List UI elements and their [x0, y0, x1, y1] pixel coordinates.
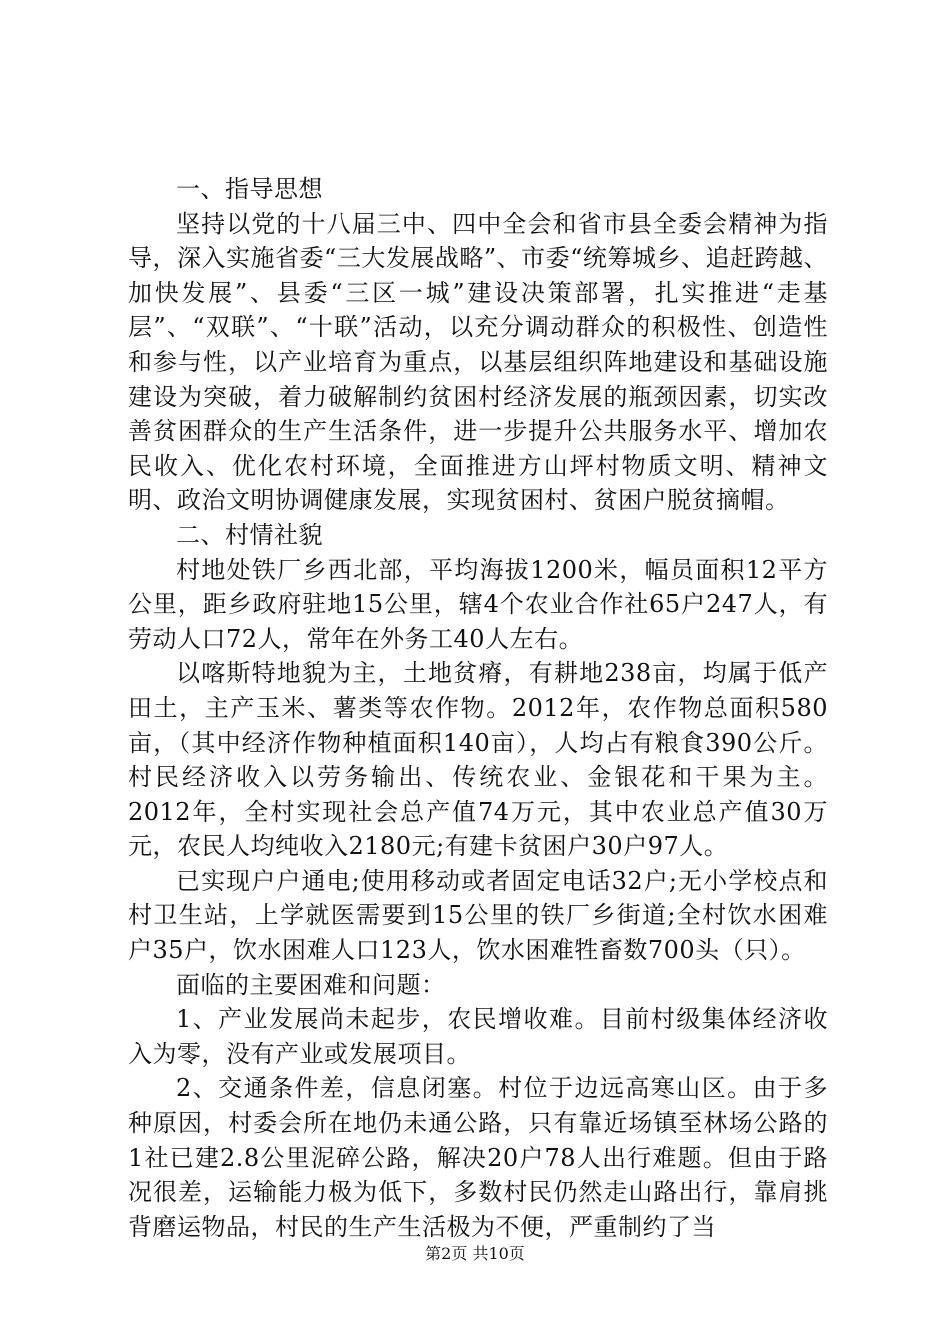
paragraph-difficulty-industry: 1、产业发展尚未起步，农民增收难。目前村级集体经济收入为零，没有产业或发展项目。 — [128, 1005, 828, 1068]
paragraph-guiding-ideology: 坚持以党的十八届三中、四中全会和省市县全委会精神为指导，深入实施省委“三大发展战略”、市委“统筹城乡、追赶跨越、加快发展”、县委“三区一城”建设决策部署，扎实推进“走基层”、“双联”、“十联”活动，以充分调动群众的积极性、创造性和参与性，以产业培育为重点，以基层组织阵地建设和基础设施建设为突破，着力破解制约贫困村经济发展的瓶颈因素，切实改善贫困群众的生产生活条件，进一步提升公共服务水平、增加农民收入、优化农村环境，全面推进方山坪村物质文明、精神文明、政治文明协调健康发展，实现贫困村、贫困户脱贫摘帽。 — [128, 209, 828, 515]
paragraph-land-economy: 以喀斯特地貌为主，土地贫瘠，有耕地238亩，均属于低产田土，主产玉米、薯类等农作物。2012年，农作物总面积580亩，（其中经济作物种植面积140亩），人均占有粮食390公斤。村民经济收入以劳务输出、传统农业、金银花和干果为主。2012年，全村实现社会总产值74万元，其中农业总产值30万元，农民人均纯收入2180元;有建卡贫困户30户97人。 — [128, 659, 828, 861]
paragraph-village-location: 村地处铁厂乡西北部，平均海拔1200米，幅员面积12平方公里，距乡政府驻地15公里，辖4个农业合作社65户247人，有劳动人口72人，常年在外务工40人左右。 — [128, 555, 828, 653]
document-body — [128, 172, 828, 1244]
paragraph-difficulties-intro: 面临的主要困难和问题： — [176, 970, 446, 999]
page-number-footer: 第2页 共10页 — [425, 1244, 525, 1263]
section-heading-guiding-ideology: 一、指导思想 — [176, 175, 323, 203]
paragraph-infrastructure: 已实现户户通电;使用移动或者固定电话32户;无小学校点和村卫生站，上学就医需要到15公里的铁厂乡街道;全村饮水困难户35户，饮水困难人口123人，饮水困难牲畜数700头（只）。 — [128, 866, 828, 965]
section-heading-village-profile: 二、村情社貌 — [176, 520, 323, 549]
paragraph-difficulty-transport: 2、交通条件差，信息闭塞。村位于边远高寒山区。由于多种原因，村委会所在地仍未通公路，只有靠近场镇至林场公路的1社已建2.8公里泥碎公路，解决20户78人出行难题。但由于路况很差，运输能力极为低下，多数村民仍然走山路出行，靠肩挑背磨运物品，村民的生产生活极为不便，严重制约了当 — [128, 1074, 828, 1241]
